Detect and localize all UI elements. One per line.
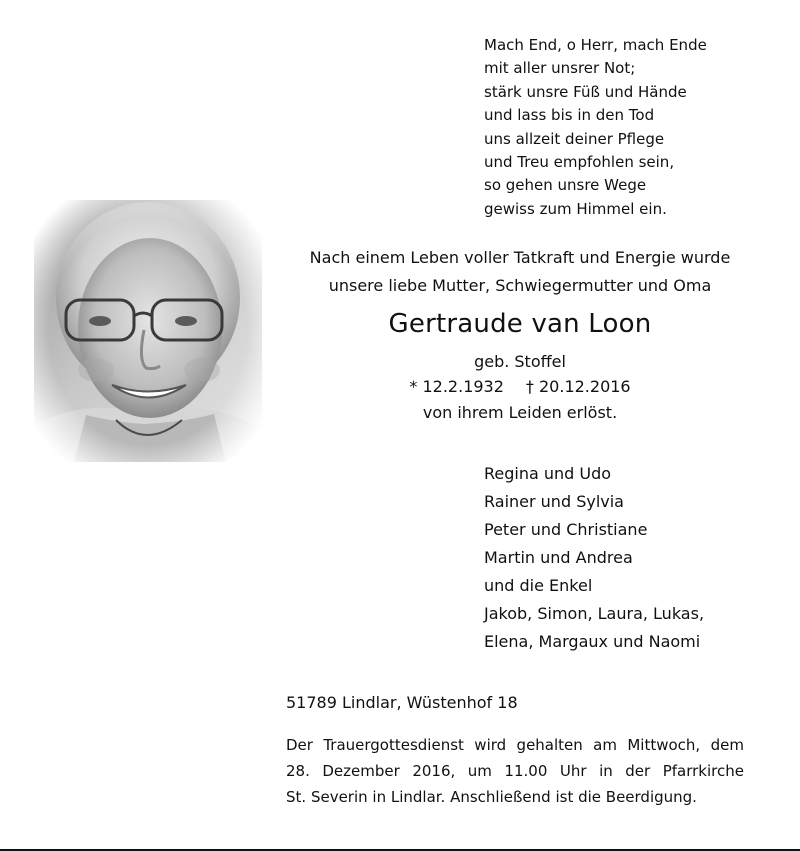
service-line-2 xyxy=(286,758,744,784)
birth-date: * 12.2.1932 xyxy=(409,377,504,396)
family-line: Martin und Andrea xyxy=(484,548,633,567)
service-line-3: St. Severin in Lindlar. Anschließend ist die Beerdigung. xyxy=(286,788,697,806)
service-word: am xyxy=(593,736,617,754)
service-word: in xyxy=(599,762,613,780)
service-line-1 xyxy=(286,732,744,758)
family-line: Regina und Udo xyxy=(484,464,612,483)
service-word: Mittwoch, xyxy=(627,736,701,754)
family-line: Elena, Margaux und Naomi xyxy=(484,632,701,651)
service-word: Dezember xyxy=(322,762,400,780)
death-date: † 20.12.2016 xyxy=(525,377,631,396)
poem-line: stärk unsre Füß und Hände xyxy=(484,82,687,101)
intro-text xyxy=(290,244,750,300)
released-text: von ihrem Leiden erlöst. xyxy=(422,403,618,422)
service-word: 11.00 xyxy=(504,762,548,780)
poem-line: Mach End, o Herr, mach Ende xyxy=(484,36,707,54)
intro-line: Nach einem Leben voller Tatkraft und Energie wurde xyxy=(309,248,731,267)
birth-name: geb. Stoffel xyxy=(474,352,566,371)
address: 51789 Lindlar, Wüstenhof 18 xyxy=(286,693,518,712)
poem-line: und Treu empfohlen sein, xyxy=(484,153,675,172)
service-word: 2016, xyxy=(412,762,456,780)
family-line: Rainer und Sylvia xyxy=(484,492,624,511)
poem-line: gewiss zum Himmel ein. xyxy=(484,199,667,218)
intro-line: unsere liebe Mutter, Schwiegermutter und Oma xyxy=(328,276,712,295)
poem-line: uns allzeit deiner Pflege xyxy=(484,129,665,148)
portrait-photo xyxy=(34,200,262,462)
family-list xyxy=(484,460,704,656)
service-word: dem xyxy=(710,736,744,754)
service-word: der xyxy=(625,762,651,780)
service-notice xyxy=(286,732,744,810)
life-dates xyxy=(290,374,750,400)
poem-line: mit aller unsrer Not; xyxy=(484,59,636,78)
family-line: Jakob, Simon, Laura, Lukas, xyxy=(484,604,705,623)
service-word: Trauergottesdienst xyxy=(323,736,464,754)
service-word: wird xyxy=(474,736,507,754)
service-word: um xyxy=(467,762,492,780)
service-word: Der xyxy=(286,736,313,754)
poem-line: so gehen unsre Wege xyxy=(484,176,647,195)
poem xyxy=(484,34,707,221)
family-line: Peter und Christiane xyxy=(484,520,648,539)
service-word: 28. xyxy=(286,762,310,780)
portrait-image xyxy=(34,200,262,462)
service-word: gehalten xyxy=(516,736,583,754)
family-line: und die Enkel xyxy=(484,576,593,595)
service-word: Uhr xyxy=(559,762,587,780)
deceased-name: Gertraude van Loon xyxy=(388,309,652,339)
poem-line: und lass bis in den Tod xyxy=(484,106,655,125)
service-word: Pfarrkirche xyxy=(662,762,744,780)
